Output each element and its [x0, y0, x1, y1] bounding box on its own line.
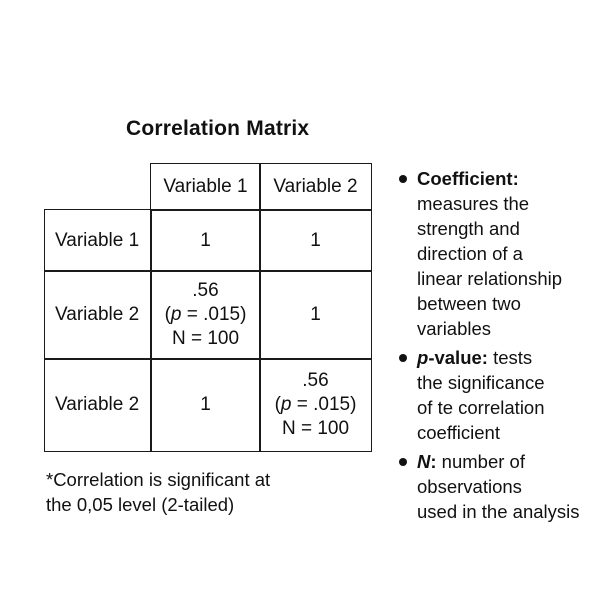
- definition-n: [398, 449, 594, 524]
- definitions-list: [398, 166, 594, 528]
- definition-line: observations: [417, 476, 522, 497]
- definition-line: direction of a: [417, 243, 523, 264]
- definition-line: coefficient: [417, 422, 500, 443]
- row-label-2: [44, 270, 152, 360]
- definition-line: the significance: [417, 372, 545, 393]
- matrix-cell-r3-c1: [150, 358, 261, 452]
- footnote-line: *Correlation is significant at: [46, 469, 271, 490]
- matrix-cell-r1-c1: [150, 209, 261, 272]
- correlation-value: 1: [200, 229, 211, 251]
- definition-line: used in the analysis: [417, 501, 580, 522]
- row-label-3: [44, 358, 152, 452]
- row-label-text: Variable 2: [55, 304, 140, 325]
- bullet-icon: [399, 175, 407, 183]
- definition-term: p-value:: [417, 347, 488, 368]
- definition-line: of te correlation: [417, 397, 545, 418]
- definition-coefficient: [398, 166, 594, 341]
- column-header-2: [259, 163, 372, 211]
- sample-size-text: N = 100: [171, 328, 240, 349]
- column-header-label: Variable 2: [273, 176, 358, 197]
- definition-term: N:: [417, 451, 437, 472]
- column-header-1: [150, 163, 261, 211]
- row-label-text: Variable 2: [55, 394, 140, 415]
- correlation-value: 1: [200, 394, 211, 415]
- correlation-value: 1: [310, 229, 321, 251]
- definition-inline: tests: [487, 347, 533, 368]
- definition-term: Coefficient:: [417, 168, 519, 189]
- definition-line: between two: [417, 293, 521, 314]
- significance-footnote: [46, 467, 346, 517]
- definition-line: linear relationship: [417, 268, 563, 289]
- sample-size-text: N = 100: [281, 418, 350, 439]
- definition-inline: number of: [436, 451, 525, 472]
- matrix-cell-r2-c2: [259, 270, 372, 360]
- correlation-value: .56: [192, 280, 219, 301]
- correlation-value: 1: [310, 304, 321, 325]
- page-title: Correlation Matrix: [126, 117, 310, 140]
- bullet-icon: [399, 354, 407, 362]
- definition-p-value: [398, 345, 594, 445]
- matrix-cell-r2-c1: [150, 270, 261, 360]
- definition-line: measures the: [417, 193, 530, 214]
- column-header-label: Variable 1: [163, 176, 248, 197]
- definition-line: variables: [417, 318, 492, 339]
- p-value-text: (p = .015): [164, 304, 247, 325]
- matrix-cell-r3-c2: [259, 358, 372, 452]
- p-value-text: (p = .015): [274, 394, 357, 415]
- correlation-value: .56: [302, 370, 329, 391]
- footnote-line: the 0,05 level (2-tailed): [46, 494, 235, 515]
- row-label-text: Variable 1: [55, 229, 140, 251]
- bullet-icon: [399, 458, 407, 466]
- row-label-1: [44, 209, 152, 272]
- matrix-cell-r1-c2: [259, 209, 372, 272]
- definition-line: strength and: [417, 218, 520, 239]
